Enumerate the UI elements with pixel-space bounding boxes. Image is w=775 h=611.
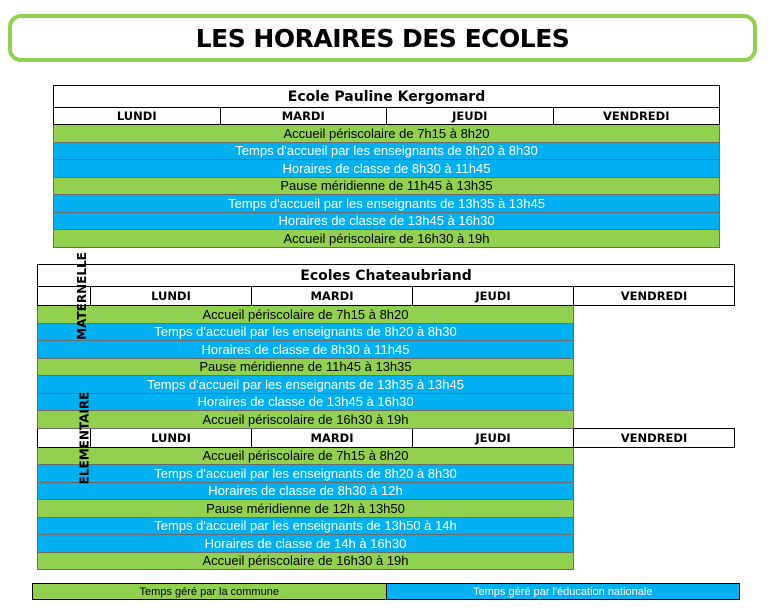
day-header-mardi: MARDI (252, 428, 413, 447)
schedule-row (54, 142, 720, 160)
day-header-mardi: MARDI (220, 108, 387, 125)
schedule-row (38, 500, 735, 518)
day-header-jeudi: JEUDI (387, 108, 554, 125)
schedule-row (54, 230, 720, 248)
schedule-cell: Horaires de classe de 13h45 à 16h30 (54, 212, 720, 230)
schedule-cell: Temps d'accueil par les enseignants de 13h50 à 14h (38, 517, 574, 535)
legend-commune: Temps géré par la commune (33, 584, 387, 599)
schedule-cell: Accueil périscolaire de 16h30 à 19h (54, 230, 720, 248)
schedule-cell: Horaires de classe de 14h à 16h30 (38, 535, 574, 553)
schedule-row (38, 306, 735, 324)
schedule-row (54, 212, 720, 230)
day-header-lundi: LUNDI (91, 428, 252, 447)
section-label-maternelle: MATERNELLE (38, 287, 91, 306)
schedule-cell: Accueil périscolaire de 16h30 à 19h (38, 552, 574, 570)
schedule-row (38, 411, 735, 429)
schedule-cell: Pause méridienne de 11h45 à 13h35 (54, 177, 720, 195)
schedule-table-kergomard (53, 85, 720, 248)
schedule-row (38, 341, 735, 359)
schedule-row (54, 160, 720, 178)
schedule-row (38, 535, 735, 553)
schedule-rows-kergomard (54, 125, 720, 248)
day-header-vendredi: VENDREDI (574, 428, 735, 447)
schedule-row (38, 517, 735, 535)
schedule-row (38, 393, 735, 411)
day-header-lundi: LUNDI (91, 287, 252, 306)
schedule-cell: Accueil périscolaire de 7h15 à 8h20 (38, 447, 574, 465)
schedule-table-chateaubriand (37, 252, 735, 570)
day-header-jeudi: JEUDI (413, 287, 574, 306)
legend-education: Temps géré par l'éducation nationale (387, 584, 740, 599)
schedule-cell: Accueil périscolaire de 7h15 à 8h20 (54, 125, 720, 143)
day-header-lundi: LUNDI (54, 108, 221, 125)
schedule-cell: Horaires de classe de 8h30 à 11h45 (54, 160, 720, 178)
schedule-row (54, 125, 720, 143)
schedule-cell: Temps d'accueil par les enseignants de 8h20 à 8h30 (38, 323, 574, 341)
schedule-row (38, 482, 735, 500)
schedule-row (38, 552, 735, 570)
page-title: LES HORAIRES DES ECOLES (195, 23, 570, 53)
day-header-vendredi: VENDREDI (553, 108, 720, 125)
schedule-cell: Horaires de classe de 8h30 à 12h (38, 482, 574, 500)
day-header-jeudi: JEUDI (413, 428, 574, 447)
schedule-row (54, 177, 720, 195)
schedule-row (38, 358, 735, 376)
schedule-cell: Accueil périscolaire de 16h30 à 19h (38, 411, 574, 429)
school-name-kergomard: Ecole Pauline Kergomard (54, 86, 720, 108)
day-header-mardi: MARDI (252, 287, 413, 306)
schedule-row (38, 376, 735, 394)
days-header (54, 108, 720, 125)
schedule-row (54, 195, 720, 213)
school-name-chateaubriand: Ecoles Chateaubriand (38, 265, 735, 287)
schedule-cell: Temps d'accueil par les enseignants de 8h20 à 8h30 (54, 142, 720, 160)
schedule-cell: Temps d'accueil par les enseignants de 13h35 à 13h45 (38, 376, 574, 394)
section-label-elementaire: ELEMENTAIRE (38, 428, 91, 447)
schedule-cell: Horaires de classe de 13h45 à 16h30 (38, 393, 574, 411)
schedule-rows-elementaire (38, 447, 735, 570)
page-title-box (8, 14, 757, 62)
schedule-rows-maternelle (38, 306, 735, 429)
schedule-row (38, 323, 735, 341)
schedule-cell: Pause méridienne de 12h à 13h50 (38, 500, 574, 518)
legend (32, 583, 740, 600)
schedule-cell: Accueil périscolaire de 7h15 à 8h20 (38, 306, 574, 324)
day-header-vendredi: VENDREDI (574, 287, 735, 306)
schedule-row (38, 465, 735, 483)
schedule-row (38, 447, 735, 465)
schedule-cell: Pause méridienne de 11h45 à 13h35 (38, 358, 574, 376)
schedule-cell: Temps d'accueil par les enseignants de 13h35 à 13h45 (54, 195, 720, 213)
schedule-cell: Horaires de classe de 8h30 à 11h45 (38, 341, 574, 359)
schedule-cell: Temps d'accueil par les enseignants de 8h20 à 8h30 (38, 465, 574, 483)
